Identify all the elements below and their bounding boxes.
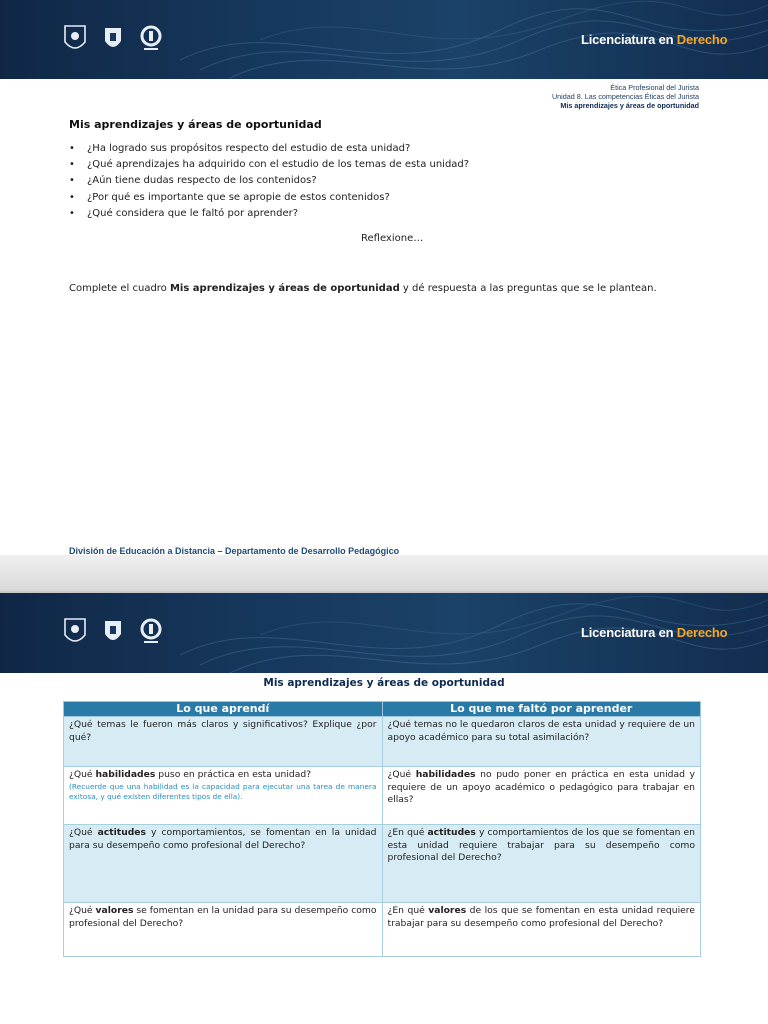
section-title: Mis aprendizajes y áreas de oportunidad [69,118,322,131]
table-cell: ¿Qué temas le fueron más claros y significativos? Explique ¿por qué? [64,717,383,767]
breadcrumb-unit: Unidad 8. Las competencias Éticas del Jurista [551,92,699,101]
page-header-banner [0,593,768,673]
habilidad-note: (Recuerde que una habilidad es la capacidad para ejecutar una tarea de manera exitosa, y qué existen diferentes tipos de ella). [69,781,377,801]
list-item: • ¿Qué aprendizajes ha adquirido con el estudio de los temas de esta unidad? [69,157,469,173]
table-title: Mis aprendizajes y áreas de oportunidad [263,677,505,689]
distance-education-icon [138,615,164,649]
table-cell: ¿Qué valores se fomentan en la unidad para su desempeño como profesional del Derecho? [64,903,383,957]
breadcrumb-course: Ética Profesional del Jurista [610,83,699,92]
table-cell: ¿Qué habilidades puso en práctica en esta unidad? (Recuerde que una habilidad es la capacidad para ejecutar una tarea de manera exitosa, y qué existen diferentes tipos de ella). [64,767,383,825]
program-title: Licenciatura en Derecho [581,32,728,47]
distance-education-icon [138,22,164,56]
table-row [64,717,701,767]
list-item: • ¿Aún tiene dudas respecto de los contenidos? [69,173,469,189]
list-item: • ¿Por qué es importante que se apropie de estos contenidos? [69,190,469,206]
table-cell: ¿En qué actitudes y comportamientos de los que se fomentan en esta unidad requiere trabajar para su desempeño como profesional del Derecho? [382,825,701,903]
learning-table [63,701,701,957]
table-cell: ¿Qué actitudes y comportamientos, se fomentan en la unidad para su desempeño como profesional del Derecho? [64,825,383,903]
footer-text: División de Educación a Distancia – Departamento de Desarrollo Pedagógico [69,546,400,556]
list-item: • ¿Qué considera que le faltó por aprender? [69,206,469,222]
table-row [64,767,701,825]
table-cell: ¿Qué temas no le quedaron claros de esta unidad y requiere de un apoyo académico para su total asimilación? [382,717,701,767]
table-row [64,903,701,957]
table-row [64,825,701,903]
reflect-text: Reflexione… [361,233,424,244]
unam-crest-icon [62,615,88,649]
table-cell: ¿Qué habilidades no pudo poner en práctica en esta unidad y requiere de un apoyo académico o pedagógico para trabajar en ellas? [382,767,701,825]
column-header-missing: Lo que me faltó por aprender [382,702,701,717]
column-header-learned: Lo que aprendí [64,702,383,717]
page-footer-band [0,555,768,591]
question-list [69,141,469,222]
table-cell: ¿En qué valores de los que se fomentan en esta unidad requiere trabajar para su desempeño como profesional del Derecho? [382,903,701,957]
unam-crest-icon [62,22,88,56]
list-item: • ¿Ha logrado sus propósitos respecto del estudio de esta unidad? [69,141,469,157]
faculty-shield-icon [100,615,126,649]
instruction-text: Complete el cuadro Mis aprendizajes y áreas de oportunidad y dé respuesta a las preguntas que se le plantean. [69,283,657,294]
program-title: Licenciatura en Derecho [581,625,728,640]
page-header-banner [0,0,768,79]
breadcrumb-current: Mis aprendizajes y áreas de oportunidad [560,101,699,110]
faculty-shield-icon [100,22,126,56]
breadcrumb [552,83,699,110]
